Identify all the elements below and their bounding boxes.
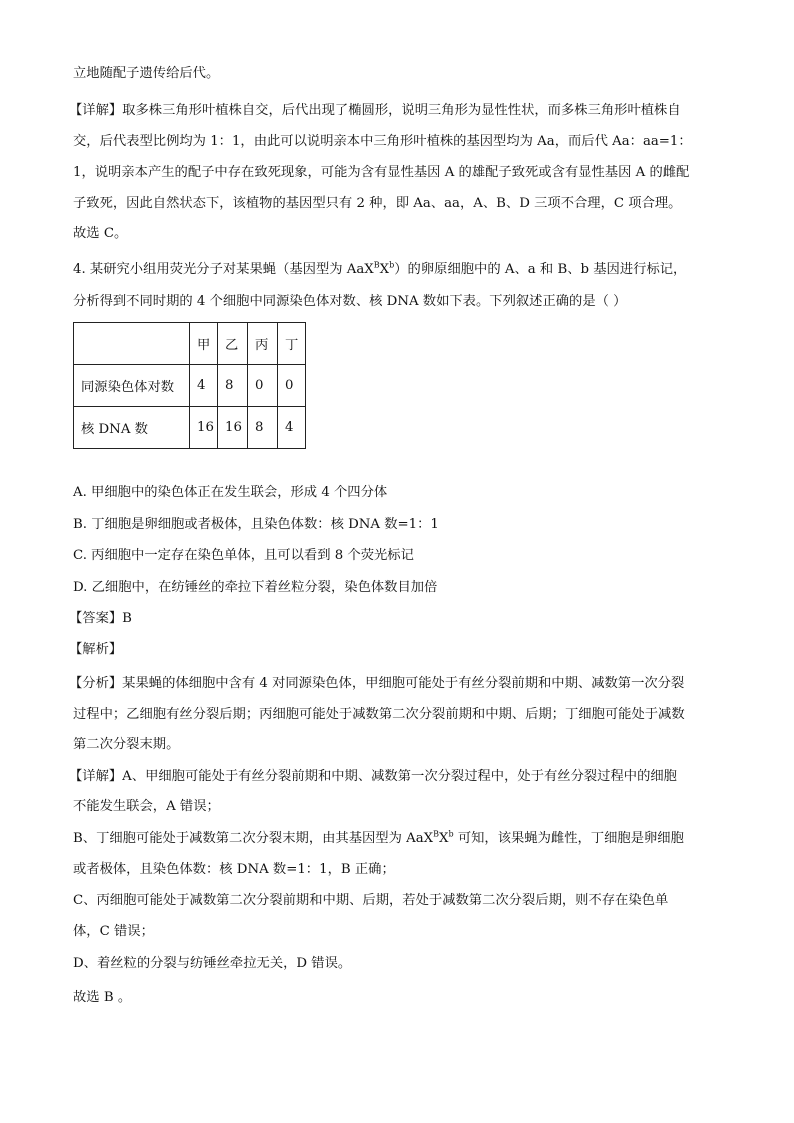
table-cell: 8 [218, 365, 248, 407]
question-4-stem [73, 260, 686, 280]
table-cell: 0 [278, 365, 306, 407]
explanation-paragraph-line: 子致死，因此自然状态下，该植物的基因型只有 2 种，即 Aa、aa，A、B、D 三项不合理，C 项合理。 [73, 196, 682, 211]
answer-line: 【答案】B [69, 611, 132, 626]
option-d: D. 乙细胞中，在纺锤丝的牵拉下着丝粒分裂，染色体数目加倍 [73, 580, 438, 595]
table-cell: 4 [278, 407, 306, 449]
data-table [73, 322, 306, 449]
table-row [74, 407, 306, 449]
option-c: C. 丙细胞中一定存在染色单体，且可以看到 8 个荧光标记 [73, 548, 414, 563]
genotype-sup-b-upper: B [373, 260, 380, 270]
detail-paragraph-line [73, 829, 684, 849]
table-header-cell: 丁 [278, 323, 306, 365]
detail-paragraph-line: D、着丝粒的分裂与纺锤丝牵拉无关，D 错误。 [73, 956, 352, 971]
table-header-cell [74, 323, 190, 365]
table-row-label: 核 DNA 数 [74, 407, 190, 449]
conclusion-line: 故选 C。 [73, 226, 128, 241]
detail-paragraph-line: 体，C 错误； [73, 924, 154, 939]
genotype-x: X [439, 831, 449, 846]
analysis-heading: 【解析】 [69, 642, 123, 657]
table-cell: 8 [248, 407, 278, 449]
detail-paragraph-line: C、丙细胞可能处于减数第二次分裂前期和中期、后期，若处于减数第二次分裂后期，则不存在染色单 [73, 893, 669, 908]
table-cell: 16 [190, 407, 218, 449]
table-header-cell: 丙 [248, 323, 278, 365]
analysis-paragraph-line: 过程中；乙细胞有丝分裂后期；丙细胞可能处于减数第二次分裂前期和中期、后期；丁细胞可能处于减数 [73, 707, 685, 722]
table-header-cell: 甲 [190, 323, 218, 365]
option-a: A. 甲细胞中的染色体正在发生联会，形成 4 个四分体 [73, 485, 388, 500]
table-row [74, 365, 306, 407]
genotype-base: AaX [346, 262, 374, 277]
analysis-paragraph-line: 【分析】某果蝇的体细胞中含有 4 对同源染色体，甲细胞可能处于有丝分裂前期和中期、减数第一次分裂 [69, 676, 685, 691]
detail-paragraph-line: 不能发生联会，A 错误； [73, 799, 220, 814]
detail-b-suffix: 可知，该果蝇为雌性，丁细胞是卵细胞 [453, 831, 684, 846]
text-line: 立地随配子遗传给后代。 [73, 66, 220, 81]
explanation-paragraph-line: 【详解】取多株三角形叶植株自交，后代出现了椭圆形，说明三角形为显性性状，而多株三角形叶植株自 [69, 103, 681, 118]
genotype-sup-b-lower: b [448, 829, 454, 839]
genotype-sup-b-lower: b [389, 260, 395, 270]
table-header-cell: 乙 [218, 323, 248, 365]
explanation-paragraph-line: 1，说明亲本产生的配子中存在致死现象，可能为含有显性基因 A 的雄配子致死或含有显性基因 A 的雌配 [73, 165, 690, 180]
table-cell: 16 [218, 407, 248, 449]
genotype-sup-b-upper: B [433, 829, 440, 839]
question-4-stem-line-2: 分析得到不同时期的 4 个细胞中同源染色体对数、核 DNA 数如下表。下列叙述正确的是（ ） [73, 294, 627, 309]
analysis-paragraph-line: 第二次分裂末期。 [73, 737, 180, 752]
genotype-base: AaX [406, 831, 434, 846]
genotype-x: X [379, 262, 390, 277]
option-b: B. 丁细胞是卵细胞或者极体，且染色体数：核 DNA 数=1：1 [73, 517, 439, 532]
table-cell: 4 [190, 365, 218, 407]
question-4-suffix: ）的卵原细胞中的 A、a 和 B、b 基因进行标记， [394, 262, 687, 277]
explanation-paragraph-line: 交，后代表型比例均为 1：1，由此可以说明亲本中三角形叶植株的基因型均为 Aa，而后代 Aa：aa=1： [73, 134, 692, 149]
table-cell: 0 [248, 365, 278, 407]
final-answer-line: 故选 B 。 [73, 990, 132, 1005]
question-4-prefix: 4. 某研究小组用荧光分子对某果蝇（基因型为 [73, 262, 347, 277]
detail-paragraph-line: 【详解】A、甲细胞可能处于有丝分裂前期和中期、减数第一次分裂过程中，处于有丝分裂过程中的细胞 [69, 769, 677, 784]
table-header-row [74, 323, 306, 365]
detail-b-prefix: B、丁细胞可能处于减数第二次分裂末期，由其基因型为 [73, 831, 407, 846]
detail-paragraph-line: 或者极体，且染色体数：核 DNA 数=1：1，B 正确； [73, 862, 395, 877]
table-row-label: 同源染色体对数 [74, 365, 190, 407]
